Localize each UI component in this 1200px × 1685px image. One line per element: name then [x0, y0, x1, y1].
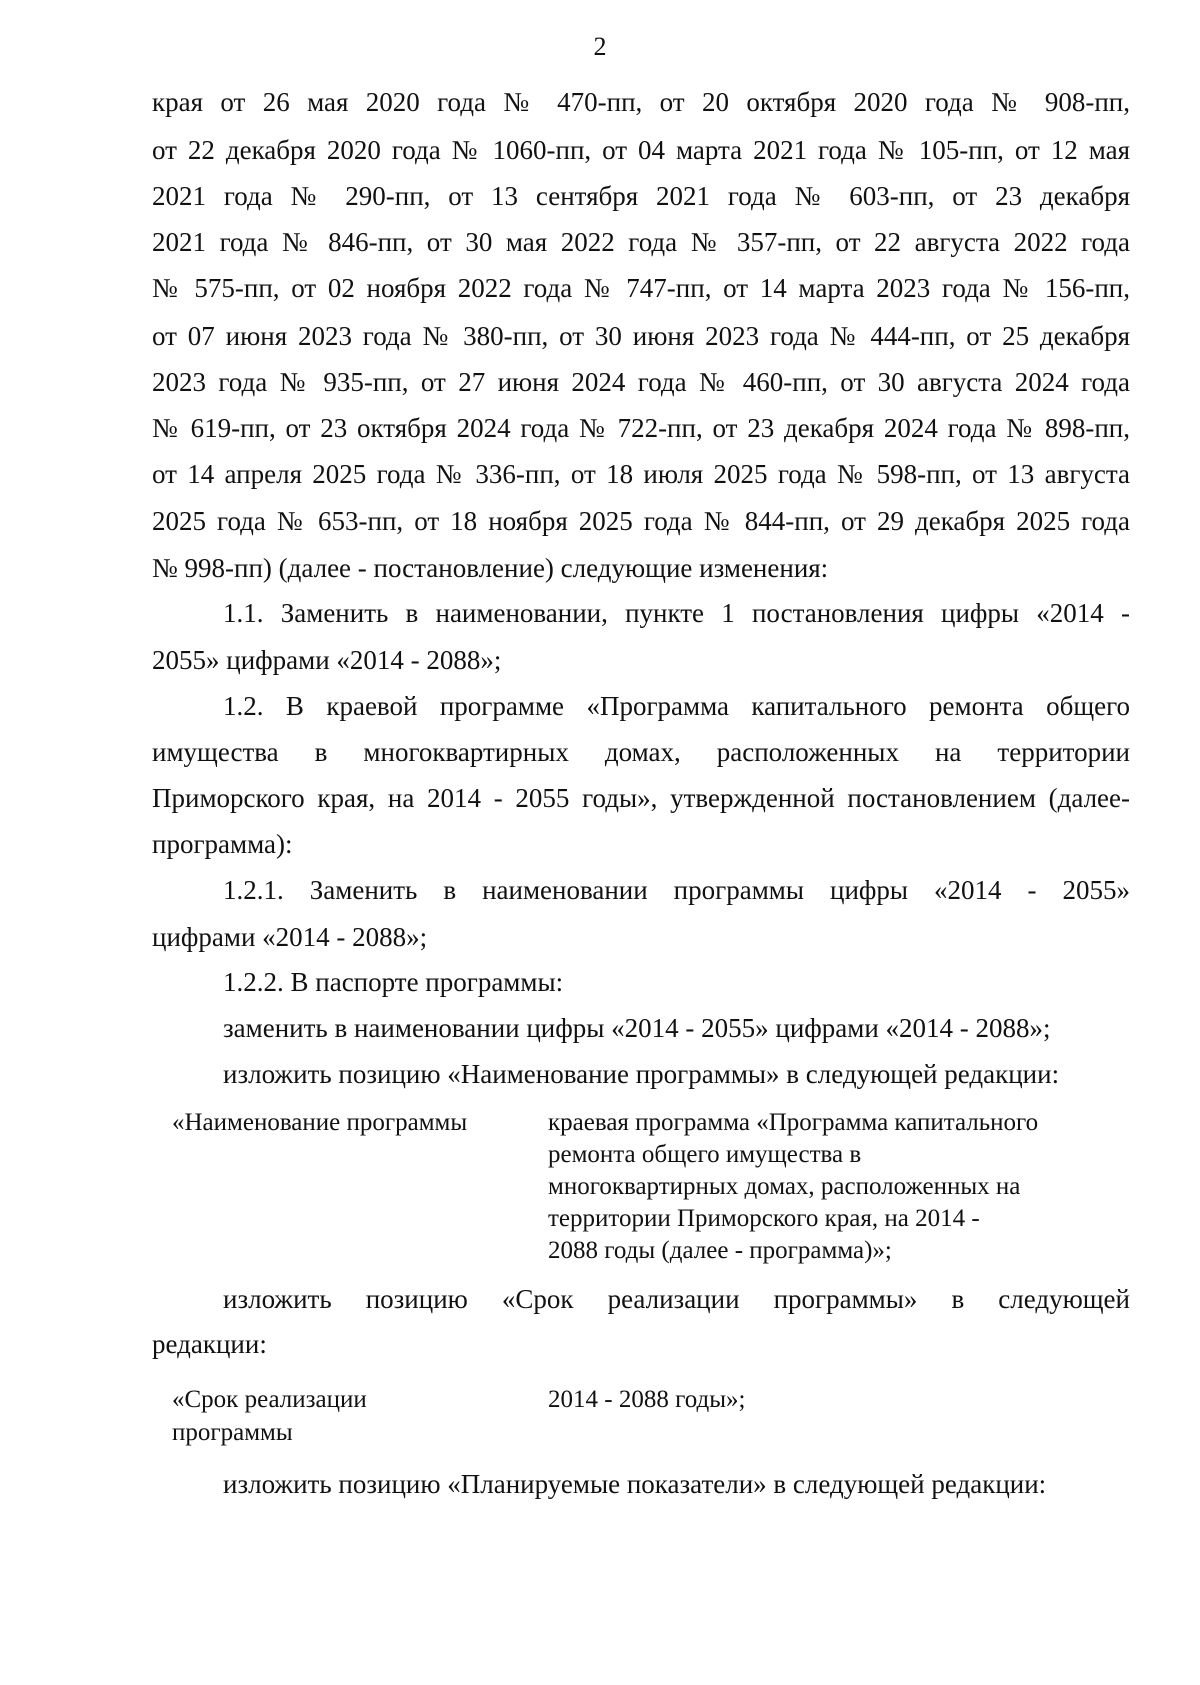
page-number: 2 [593, 32, 607, 61]
text-line: от 07 июня 2023 года № 380-пп, от 30 июня 2023 года № 444-пп, от 25 декабря [152, 321, 1130, 351]
text-line: имущества в многоквартирных домах, расположенных на территории [152, 737, 1130, 767]
table-cell-value: ремонта общего имущества в [548, 1141, 862, 1168]
table-cell-value: краевая программа «Программа капитального [548, 1109, 1039, 1136]
text-line: 1.2.2. В паспорте программы: [223, 967, 564, 997]
text-line: от 22 декабря 2020 года № 1060-пп, от 04 марта 2021 года № 105-пп, от 12 мая [152, 135, 1130, 165]
table-cell-value: 2014 - 2088 годы»; [548, 1386, 746, 1413]
text-line: 2055» цифрами «2014 - 2088»; [152, 645, 502, 675]
table-cell-value: территории Приморского края, на 2014 - [548, 1205, 980, 1232]
text-line: изложить позицию «Планируемые показатели» в следующей редакции: [223, 1469, 1047, 1499]
text-line: 2023 года № 935-пп, от 27 июня 2024 года № 460-пп, от 30 августа 2024 года [152, 367, 1130, 397]
text-line: 2025 года № 653-пп, от 18 ноября 2025 года № 844-пп, от 29 декабря 2025 года [152, 506, 1130, 536]
text-line: № 619-пп, от 23 октября 2024 года № 722-пп, от 23 декабря 2024 года № 898-пп, [152, 413, 1130, 443]
text-line: края от 26 мая 2020 года № 470-пп, от 20 октября 2020 года № 908-пп, [152, 87, 1130, 117]
text-line: программа): [152, 829, 293, 859]
text-line: редакции: [152, 1329, 267, 1359]
text-line: изложить позицию «Срок реализации программы» в следующей [223, 1284, 1130, 1314]
text-line: 2021 года № 290-пп, от 13 сентября 2021 года № 603-пп, от 23 декабря [152, 181, 1130, 211]
text-line: Приморского края, на 2014 - 2055 годы», утвержденной постановлением (далее- [152, 783, 1130, 813]
text-line: 1.1. Заменить в наименовании, пункте 1 постановления цифры «2014 - [223, 598, 1130, 628]
table-cell-value: 2088 годы (далее - программа)»; [548, 1237, 892, 1264]
text-line: от 14 апреля 2025 года № 336-пп, от 18 июля 2025 года № 598-пп, от 13 августа [152, 459, 1130, 489]
text-line: цифрами «2014 - 2088»; [152, 922, 428, 952]
text-line: № 998-пп) (далее - постановление) следующие изменения: [152, 553, 829, 583]
text-line: изложить позицию «Наименование программы» в следующей редакции: [223, 1059, 1060, 1089]
text-line: 1.2.1. Заменить в наименовании программы цифры «2014 - 2055» [223, 875, 1130, 905]
table-cell-value: многоквартирных домах, расположенных на [548, 1173, 1021, 1200]
text-line: 1.2. В краевой программе «Программа капитального ремонта общего [223, 691, 1130, 721]
table-cell-label: программы [172, 1419, 293, 1446]
table-cell-label: «Наименование программы [172, 1109, 468, 1136]
table-cell-label: «Срок реализации [172, 1386, 367, 1413]
text-line: заменить в наименовании цифры «2014 - 2055» цифрами «2014 - 2088»; [223, 1013, 1051, 1043]
text-line: 2021 года № 846-пп, от 30 мая 2022 года № 357-пп, от 22 августа 2022 года [152, 227, 1130, 257]
text-line: № 575-пп, от 02 ноября 2022 года № 747-пп, от 14 марта 2023 года № 156-пп, [152, 273, 1130, 303]
